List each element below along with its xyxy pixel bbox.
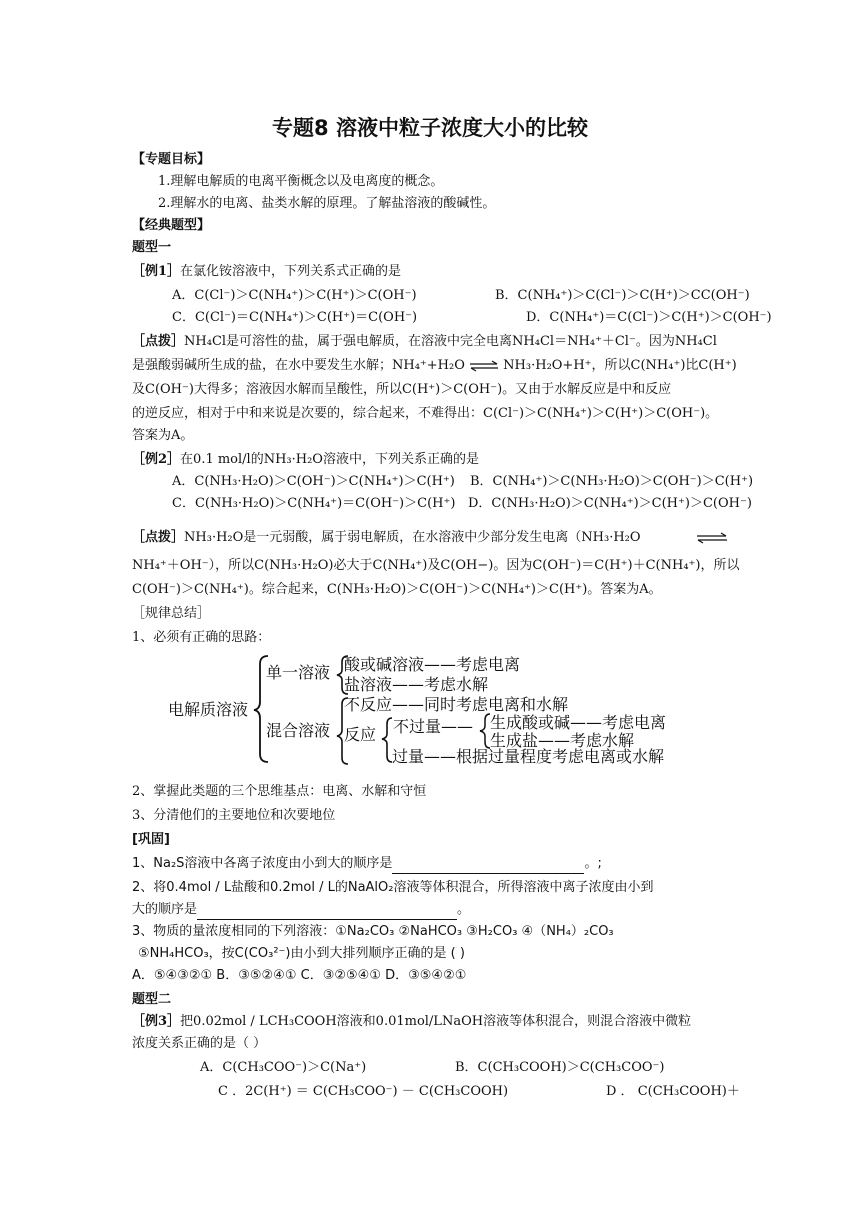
example-1-text: 在氯化铵溶液中，下列关系式正确的是 [180, 264, 402, 279]
example-2-tip-line-3: C(OH⁻)＞C(NH₄⁺)。综合起来，C(NH₃·H₂O)＞C(OH⁻)＞C(NH₄⁺)＞C(H⁺)。答案为A。 [132, 582, 662, 597]
example-2-option-b: B．C(NH₄⁺)＞C(NH₃·H₂O)＞C(OH⁻)＞C(H⁺) [470, 474, 754, 489]
goal-1: 1.理解电解质的电离平衡概念以及电离度的概念。 [158, 174, 444, 189]
example-3-option-d: D ． C(CH₃COOH)＋ [606, 1084, 740, 1099]
example-1-tip-line-3: 及C(OH⁻)大得多；溶液因水解而呈酸性，所以C(H⁺)＞C(OH⁻)。又由于水解反应是中和反应 [132, 382, 672, 397]
example-2-tip-line-1: ［点拨］NH₃·H₂O是一元弱酸，属于弱电解质，在水溶液中少部分发生电离（NH₃·H₂O [132, 530, 641, 545]
example-1-tip-line-2: 是强酸弱碱所生成的盐，在水中要发生水解；NH₄⁺+H₂O NH₃·H₂O+H⁺，所以C(NH₄⁺)比C(H⁺) [132, 358, 737, 373]
example-1-option-a: A．C(Cl⁻)＞C(NH₄⁺)＞C(H⁺)＞C(OH⁻) [172, 288, 417, 303]
example-1-question [132, 262, 401, 282]
equilibrium-arrows-icon [696, 532, 728, 544]
diagram-excess: 过量——根据过量程度考虑电离或水解 [392, 747, 665, 766]
answer-blank-2[interactable] [197, 905, 457, 920]
diagram-reaction: 反应 [344, 725, 377, 744]
example-2-option-d: D．C(NH₃·H₂O)＞C(NH₄⁺)＞C(H⁺)＞C(OH⁻) [468, 496, 752, 511]
diagram-acid-base: 酸或碱溶液——考虑电离 [344, 655, 521, 674]
example-2-tip-line-2: NH₄⁺＋OH⁻），所以C(NH₃·H₂O)必大于C(NH₄⁺)及C(OH−)。因为C(OH⁻)＝C(H⁺)＋C(NH₄⁺)，所以 [132, 558, 740, 573]
page-title: 专题8 溶液中粒子浓度大小的比较 [272, 116, 588, 140]
goal-heading: 【专题目标】 [132, 152, 211, 167]
example-3-label: ［例3］ [132, 1014, 181, 1029]
example-1-label: ［例1］ [132, 264, 181, 279]
diagram-gen-acid: 生成酸或碱——考虑电离 [490, 713, 667, 732]
example-2-text: 在0.1 mol/l的NH₃·H₂O溶液中，下列关系正确的是 [180, 452, 479, 467]
goal-2: 2.理解水的电离、盐类水解的原理。了解盐溶液的酸碱性。 [158, 196, 496, 211]
diagram-salt: 盐溶液——考虑水解 [344, 675, 489, 694]
example-1-option-d: D．C(NH₄⁺)＝C(Cl⁻)＞C(H⁺)＞C(OH⁻) [526, 310, 772, 325]
diagram-root: 电解质溶液 [168, 700, 249, 719]
example-2-option-a: A．C(NH₃·H₂O)＞C(OH⁻)＞C(NH₄⁺)＞C(H⁺) [172, 474, 455, 489]
rule-1: 1、必须有正确的思路： [132, 630, 271, 645]
example-1-tip-label: ［点拨］ [132, 334, 185, 349]
question-1: 1、Na₂S溶液中各离子浓度由小到大的顺序是 。; [132, 854, 602, 874]
diagram-mixed: 混合溶液 [266, 721, 331, 740]
example-2-label: ［例2］ [132, 452, 181, 467]
typical-heading: 【经典题型】 [132, 218, 211, 233]
example-2-tip-label: ［点拨］ [132, 530, 185, 545]
question-2-line-1: 2、将0.4mol / L盐酸和0.2mol / L的NaAlO₂溶液等体积混合，所得溶液中离子浓度由小到 [132, 880, 654, 895]
equilibrium-arrows-icon [469, 360, 499, 372]
type1-heading: 题型一 [132, 240, 172, 255]
consolidate-heading: [巩固] [132, 832, 170, 847]
question-3-line-2: ⑤NH₄HCO₃，按C(CO₃²⁻)由小到大排列顺序正确的是 ( ) [138, 946, 465, 961]
question-3-line-1: 3、物质的量浓度相同的下列溶液：①Na₂CO₃ ②NaHCO₃ ③H₂CO₃ ④（NH₄）₂CO₃ [132, 924, 614, 939]
example-2-option-c: C．C(NH₃·H₂O)＞C(NH₄⁺)＝C(OH⁻)＞C(H⁺) [172, 496, 456, 511]
diagram-not-excess: 不过量—— [393, 717, 474, 736]
type2-heading: 题型二 [132, 992, 172, 1007]
example-3-question-line-1: ［例3］把0.02mol / LCH₃COOH溶液和0.01mol/LNaOH溶液等体积混合，则混合溶液中微粒 [132, 1014, 692, 1029]
example-3-option-a: A．C(CH₃COO⁻)＞C(Na⁺) [200, 1060, 367, 1075]
example-3-option-c: C ．2C(H⁺) ＝ C(CH₃COO⁻) － C(CH₃COOH) [218, 1084, 509, 1099]
example-3-question-line-2: 浓度关系正确的是（ ） [132, 1036, 267, 1051]
rules-heading: ［规律总结］ [132, 606, 211, 621]
example-3-option-b: B．C(CH₃COOH)＞C(CH₃COO⁻) [455, 1060, 665, 1075]
rule-3: 3、分清他们的主要地位和次要地位 [132, 808, 336, 823]
question-3-options: A．⑤④③②① B．③⑤②④① C．③②⑤④① D．③⑤④②① [132, 968, 467, 983]
electrolyte-solution-diagram [160, 650, 700, 768]
example-1-answer: 答案为A。 [132, 428, 194, 443]
example-1-tip-line-4: 的逆反应，相对于中和来说是次要的，综合起来，不难得出：C(Cl⁻)＞C(NH₄⁺)＞C(H⁺)＞C(OH⁻)。 [132, 406, 719, 421]
diagram-gen-salt: 生成盐——考虑水解 [490, 731, 635, 750]
question-2-line-2: 大的顺序是 。 [132, 900, 470, 920]
diagram-single: 单一溶液 [266, 663, 331, 682]
example-1-tip-line-1: ［点拨］NH₄Cl是可溶性的盐，属于强电解质，在溶液中完全电离NH₄Cl＝NH₄⁺＋Cl⁻。因为NH₄Cl [132, 334, 717, 349]
example-1-option-b: B．C(NH₄⁺)＞C(Cl⁻)＞C(H⁺)＞CC(OH⁻) [495, 288, 750, 303]
answer-blank-1[interactable] [392, 859, 584, 874]
diagram-no-reaction: 不反应——同时考虑电离和水解 [344, 695, 569, 714]
rule-2: 2、掌握此类题的三个思维基点：电离、水解和守恒 [132, 784, 427, 799]
example-1-option-c: C．C(Cl⁻)＝C(NH₄⁺)＞C(H⁺)＝C(OH⁻) [172, 310, 418, 325]
example-2-question [132, 450, 479, 470]
